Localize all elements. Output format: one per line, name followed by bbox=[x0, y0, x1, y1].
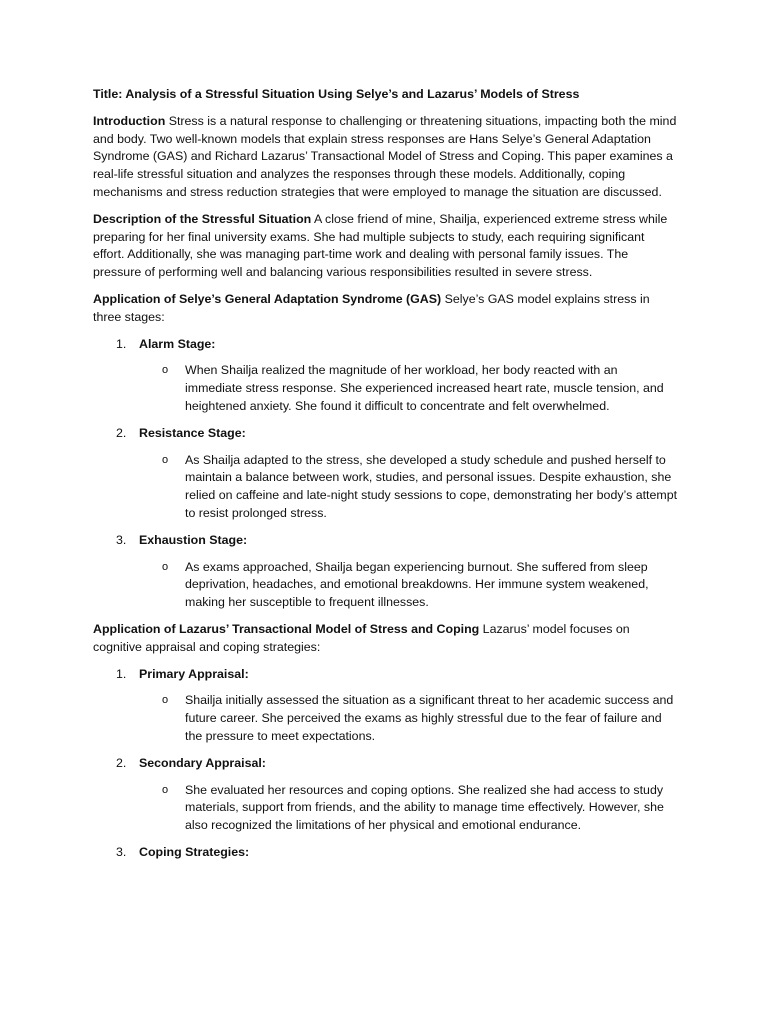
bullet-marker: o bbox=[162, 453, 169, 466]
selye-intro-text: Selye’s GAS model explains stress in three stages: bbox=[93, 291, 650, 324]
lazarus-step-2-detail bbox=[93, 782, 678, 835]
bullet-marker: o bbox=[162, 783, 169, 796]
list-number: 3. bbox=[116, 532, 127, 547]
introduction-text: Stress is a natural response to challenging or threatening situations, impacting both the mind and body. Two well-known models that explain stress responses are Hans Selye’s General Adaptation Syndrome (GAS) and Richard Lazarus’ Transactional Model of Stress and Coping. This paper examines a real-life stressful situation and analyzes the responses through these models. Additionally, coping mechanisms and stress reduction strategies that were employed to manage the situation are discussed. bbox=[93, 113, 677, 199]
selye-stage-1 bbox=[93, 336, 678, 354]
list-number: 1. bbox=[116, 666, 127, 681]
selye-stage-2 bbox=[93, 425, 678, 443]
description-text: A close friend of mine, Shailja, experienced extreme stress while preparing for her final university exams. She had multiple subjects to study, each requiring significant effort. Additionally, she was managing part-time work and dealing with personal family issues. The pressure of performing well and balancing various responsibilities resulted in severe stress. bbox=[93, 211, 668, 280]
lazarus-step-1 bbox=[93, 666, 678, 684]
stage-detail-text: As Shailja adapted to the stress, she developed a study schedule and pushed herself to maintain a balance between work, studies, and personal issues. Despite exhaustion, she relied on caffeine and late-night study sessions to cope, demonstrating her body’s attempt to resist prolonged stress. bbox=[185, 452, 678, 520]
list-number: 2. bbox=[116, 425, 127, 440]
bullet-marker: o bbox=[162, 694, 169, 707]
stage-label: Exhaustion Stage: bbox=[139, 532, 248, 547]
selye-paragraph bbox=[93, 291, 678, 327]
step-label: Primary Appraisal: bbox=[139, 666, 249, 681]
list-number: 2. bbox=[116, 755, 127, 770]
document-title: Title: Analysis of a Stressful Situation Using Selye’s and Lazarus’ Models of Stress bbox=[93, 87, 580, 101]
selye-stage-3-detail bbox=[93, 559, 678, 612]
step-label: Coping Strategies: bbox=[139, 844, 250, 859]
selye-stage-3 bbox=[93, 532, 678, 550]
introduction-heading: Introduction bbox=[93, 113, 166, 128]
lazarus-intro-text: Lazarus’ model focuses on cognitive appraisal and coping strategies: bbox=[93, 621, 630, 654]
lazarus-heading: Application of Lazarus’ Transactional Model of Stress and Coping bbox=[93, 621, 480, 636]
description-paragraph bbox=[93, 211, 678, 282]
stage-label: Resistance Stage: bbox=[139, 425, 246, 440]
step-detail-text: She evaluated her resources and coping options. She realized she had access to study materials, support from friends, and the ability to manage time effectively. However, she also recognized the limitations of her physical and emotional endurance. bbox=[185, 782, 664, 833]
bullet-marker: o bbox=[162, 364, 169, 377]
step-detail-text: Shailja initially assessed the situation as a significant threat to her academic success and future career. She perceived the exams as highly stressful due to the fear of failure and the pressure to meet expectations. bbox=[185, 693, 674, 743]
lazarus-step-3 bbox=[93, 844, 678, 862]
description-heading: Description of the Stressful Situation bbox=[93, 211, 312, 226]
lazarus-step-2 bbox=[93, 755, 678, 773]
lazarus-step-1-detail bbox=[93, 692, 678, 745]
stage-detail-text: As exams approached, Shailja began experiencing burnout. She suffered from sleep deprivation, headaches, and emotional breakdowns. Her immune system weakened, making her susceptible to frequent illnesses. bbox=[185, 559, 649, 610]
step-label: Secondary Appraisal: bbox=[139, 755, 266, 770]
stage-detail-text: When Shailja realized the magnitude of her workload, her body reacted with an immediate stress response. She experienced increased heart rate, muscle tension, and heightened anxiety. She found it difficult to concentrate and felt overwhelmed. bbox=[185, 363, 664, 413]
bullet-marker: o bbox=[162, 560, 169, 573]
selye-heading: Application of Selye’s General Adaptation Syndrome (GAS) bbox=[93, 291, 442, 306]
list-number: 3. bbox=[116, 844, 127, 859]
selye-stage-2-detail bbox=[93, 452, 678, 523]
introduction-paragraph bbox=[93, 113, 678, 202]
list-number: 1. bbox=[116, 336, 127, 351]
selye-stage-1-detail bbox=[93, 362, 678, 415]
stage-label: Alarm Stage: bbox=[139, 336, 216, 351]
lazarus-paragraph bbox=[93, 621, 678, 657]
